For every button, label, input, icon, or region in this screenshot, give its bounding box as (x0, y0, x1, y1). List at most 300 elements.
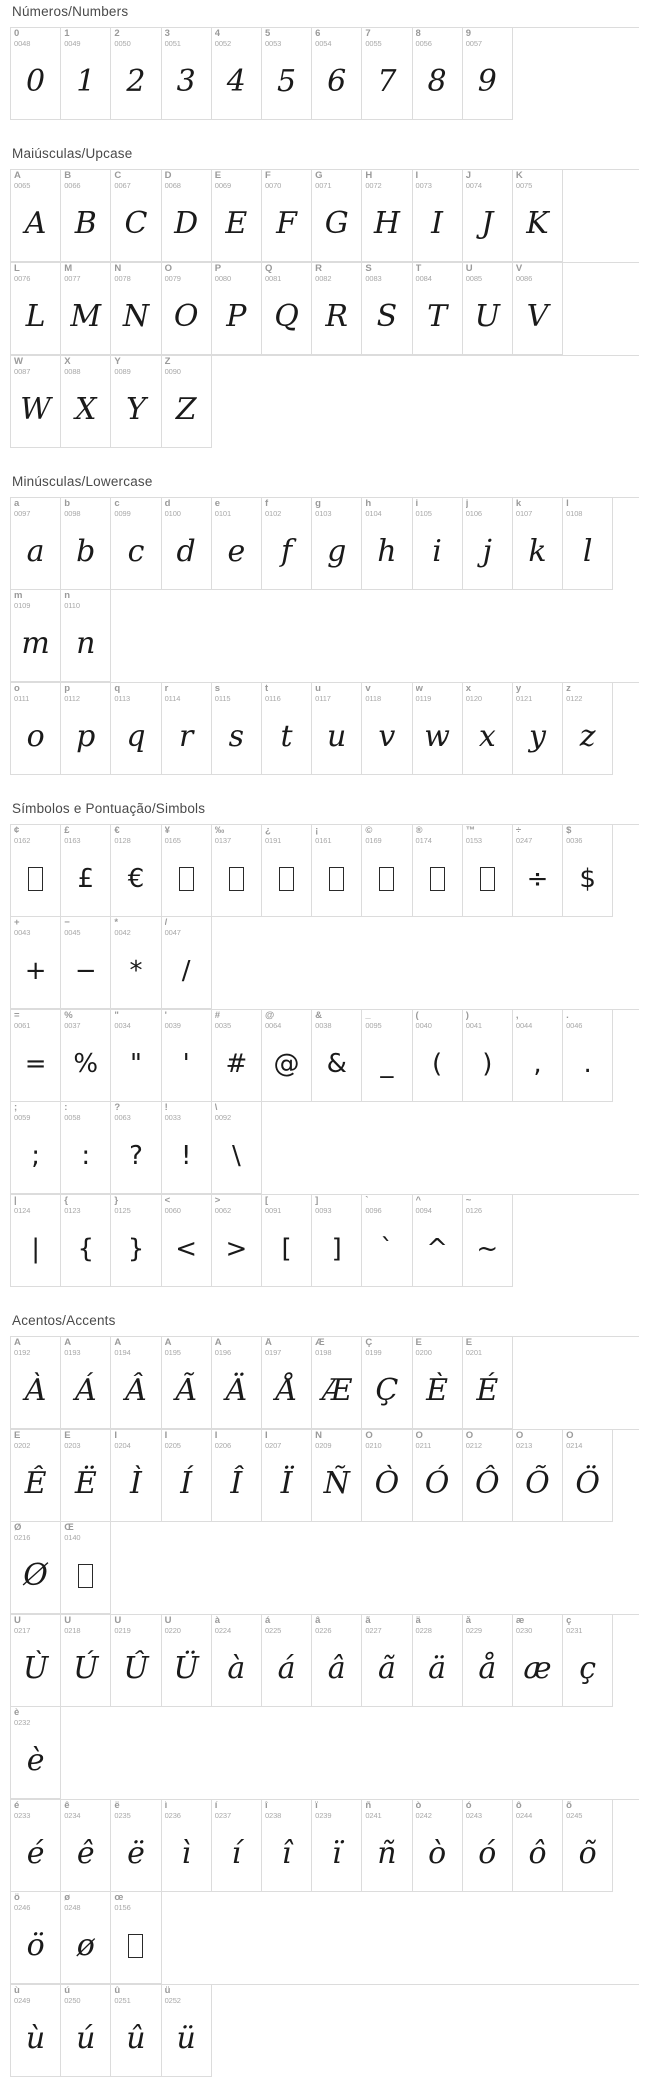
glyph-char-label: Î (214, 1431, 218, 1441)
glyph-cell[interactable] (513, 1800, 563, 1892)
glyph-cell[interactable] (162, 1430, 212, 1522)
glyph-cell[interactable] (413, 498, 463, 590)
glyph-char-label: ô (515, 1801, 522, 1811)
glyph-unicode-code: 0069 (214, 181, 232, 190)
glyph-cell[interactable] (162, 1195, 212, 1287)
glyph-cell[interactable] (111, 28, 161, 120)
glyph-cell[interactable] (11, 1010, 61, 1102)
glyph-cell[interactable] (162, 1010, 212, 1102)
glyph-row (10, 497, 639, 682)
glyph-header (463, 263, 512, 286)
glyph-header (262, 28, 311, 51)
glyph-cell[interactable] (61, 356, 111, 448)
glyph-cell[interactable] (162, 28, 212, 120)
missing-glyph-icon (78, 1564, 93, 1588)
glyph-preview: 6 (327, 64, 347, 99)
glyph-cell[interactable] (312, 1430, 362, 1522)
glyph-char-label: J (465, 171, 471, 181)
glyph-cell[interactable] (413, 1010, 463, 1102)
glyph-char-label: o (14, 684, 20, 694)
glyph-char-label: Ò (365, 1431, 373, 1441)
glyph-header (61, 498, 110, 521)
glyph-cell[interactable] (362, 1615, 412, 1707)
glyph-unicode-code: 0235 (114, 1811, 131, 1820)
glyph-preview: ê (76, 1836, 95, 1871)
glyph-cell[interactable] (61, 1522, 111, 1614)
glyph-cell[interactable] (312, 28, 362, 120)
glyph-cell[interactable] (61, 590, 111, 682)
glyph-cell[interactable] (61, 1102, 111, 1194)
glyph-cell[interactable] (563, 1430, 613, 1522)
glyph-header (61, 1430, 110, 1453)
glyph-preview: q (126, 719, 146, 754)
glyph-char-label: K (515, 171, 523, 181)
glyph-cell[interactable] (212, 1010, 262, 1102)
glyph-unicode-code: 0067 (114, 181, 131, 190)
glyph-cell[interactable] (11, 590, 61, 682)
glyph-unicode-code: 0110 (64, 601, 80, 610)
glyph-unicode-code: 0052 (214, 39, 232, 48)
glyph-char-label: ï (315, 1801, 318, 1811)
section-title: Números/Numbers (12, 4, 129, 19)
glyph-cell[interactable] (61, 825, 111, 917)
glyph-unicode-code: 0242 (415, 1811, 432, 1820)
glyph-header (212, 1430, 261, 1453)
glyph-char-label: ~ (465, 1196, 472, 1206)
glyph-cell[interactable] (111, 683, 161, 775)
glyph-cell[interactable] (513, 498, 563, 590)
glyph-char-label: Ñ (315, 1431, 322, 1441)
glyph-cell[interactable] (362, 683, 412, 775)
glyph-cell[interactable] (413, 1430, 463, 1522)
glyph-cell[interactable] (111, 1892, 161, 1984)
glyph-header (61, 917, 110, 940)
glyph-cell[interactable] (111, 917, 161, 1009)
glyph-cell[interactable] (212, 498, 262, 590)
glyph-preview: û (126, 2021, 146, 2056)
glyph-cell[interactable] (463, 170, 513, 262)
glyph-cell[interactable] (463, 1430, 513, 1522)
glyph-cell[interactable] (563, 1010, 613, 1102)
glyph-char-label: G (315, 171, 323, 181)
glyph-header (111, 1615, 160, 1638)
glyph-cell[interactable] (111, 1985, 161, 2077)
glyph-cell[interactable] (11, 917, 61, 1009)
glyph-cell[interactable] (11, 1430, 61, 1522)
glyph-unicode-code: 0212 (465, 1441, 482, 1450)
glyph-cell[interactable] (262, 683, 312, 775)
glyph-cell[interactable] (111, 825, 161, 917)
glyph-cell[interactable] (413, 28, 463, 120)
glyph-cell[interactable] (563, 825, 613, 917)
glyph-unicode-code: 0153 (465, 836, 482, 845)
glyph-cell[interactable] (11, 1102, 61, 1194)
glyph-cell[interactable] (111, 498, 161, 590)
glyph-char-label: î (264, 1801, 268, 1811)
glyph-header (563, 825, 612, 848)
glyph-cell[interactable] (312, 1800, 362, 1892)
glyph-preview: l (582, 534, 593, 569)
glyph-preview: ö (26, 1928, 45, 1963)
glyph-cell[interactable] (11, 1800, 61, 1892)
glyph-header (111, 683, 160, 706)
glyph-header (11, 825, 60, 848)
glyph-char-label: } (114, 1196, 119, 1206)
glyph-preview: ä (428, 1651, 447, 1686)
glyph-unicode-code: 0076 (14, 274, 31, 283)
glyph-cell[interactable] (262, 28, 312, 120)
glyph-cell[interactable] (413, 1337, 463, 1429)
glyph-cell[interactable] (212, 683, 262, 775)
glyph-cell[interactable] (262, 1615, 312, 1707)
glyph-header (11, 1010, 60, 1033)
glyph-cell[interactable] (413, 1615, 463, 1707)
glyph-cell[interactable] (463, 1800, 513, 1892)
glyph-header (312, 1800, 361, 1823)
glyph-preview (162, 848, 211, 916)
glyph-cell[interactable] (111, 263, 161, 355)
glyph-preview: r (178, 719, 194, 754)
glyph-cell[interactable] (362, 498, 412, 590)
section-title: Minúsculas/Lowercase (12, 474, 153, 489)
glyph-cell[interactable] (563, 1615, 613, 1707)
glyph-unicode-code: 0219 (114, 1626, 131, 1635)
glyph-cell[interactable] (262, 825, 312, 917)
glyph-preview: í (231, 1836, 242, 1871)
glyph-char-label: Â (114, 1338, 122, 1348)
glyph-cell[interactable] (463, 498, 513, 590)
glyph-char-label: j (465, 499, 469, 509)
glyph-preview: j (482, 534, 492, 569)
glyph-preview: 2 (126, 64, 146, 99)
glyph-char-label: r (164, 684, 169, 694)
glyph-char-label: í (214, 1801, 218, 1811)
glyph-cell[interactable] (11, 498, 61, 590)
glyph-preview: S (376, 299, 398, 334)
glyph-section (0, 120, 661, 448)
glyph-char-label: ã (365, 1616, 371, 1626)
glyph-char-label: Ï (264, 1431, 268, 1441)
glyph-preview: @ (273, 1049, 300, 1079)
glyph-cell[interactable] (212, 1800, 262, 1892)
glyph-unicode-code: 0078 (114, 274, 131, 283)
glyph-cell[interactable] (513, 825, 563, 917)
glyph-header (111, 1800, 160, 1823)
glyph-char-label: I (415, 171, 419, 181)
glyph-unicode-code: 0051 (164, 39, 181, 48)
glyph-preview: ~ (476, 1234, 499, 1264)
glyph-cell[interactable] (413, 263, 463, 355)
glyph-header (413, 1800, 462, 1823)
glyph-cell[interactable] (513, 1010, 563, 1102)
glyph-cell[interactable] (11, 1615, 61, 1707)
glyph-cell[interactable] (11, 28, 61, 120)
glyph-row (10, 1009, 639, 1194)
glyph-cell[interactable] (61, 1337, 111, 1429)
glyph-header (312, 1430, 361, 1453)
glyph-header (262, 1195, 311, 1218)
glyph-preview: M (70, 299, 102, 334)
glyph-cell[interactable] (362, 263, 412, 355)
glyph-cell[interactable] (212, 1430, 262, 1522)
glyph-char-label: Í (164, 1431, 168, 1441)
glyph-cell[interactable] (362, 1430, 412, 1522)
glyph-preview: N (122, 299, 150, 334)
glyph-cell[interactable] (362, 170, 412, 262)
glyph-unicode-code: 0088 (64, 367, 81, 376)
glyph-preview: = (24, 1049, 47, 1079)
glyph-unicode-code: 0038 (315, 1021, 332, 1030)
glyph-cell[interactable] (61, 1985, 111, 2077)
glyph-char-label: ì (164, 1801, 168, 1811)
glyph-unicode-code: 0105 (415, 509, 432, 518)
glyph-unicode-code: 0238 (264, 1811, 282, 1820)
glyph-char-label: D (164, 171, 172, 181)
glyph-cell[interactable] (312, 683, 362, 775)
glyph-cell[interactable] (262, 1800, 312, 1892)
glyph-cell[interactable] (362, 1195, 412, 1287)
glyph-unicode-code: 0236 (164, 1811, 181, 1820)
glyph-cell[interactable] (162, 1985, 212, 2077)
glyph-cell[interactable] (563, 498, 613, 590)
glyph-cell[interactable] (362, 28, 412, 120)
glyph-cell[interactable] (413, 1800, 463, 1892)
glyph-cell[interactable] (212, 1195, 262, 1287)
glyph-unicode-code: 0073 (415, 181, 432, 190)
glyph-cell[interactable] (61, 1010, 111, 1102)
glyph-preview: i (432, 534, 442, 569)
glyph-header (111, 1430, 160, 1453)
glyph-cell[interactable] (212, 28, 262, 120)
glyph-unicode-code: 0165 (164, 836, 181, 845)
glyph-cell[interactable] (212, 263, 262, 355)
glyph-row (10, 1984, 639, 2077)
glyph-cell[interactable] (11, 1337, 61, 1429)
glyph-unicode-code: 0199 (365, 1348, 382, 1357)
glyph-char-label: Ó (415, 1431, 423, 1441)
glyph-unicode-code: 0083 (365, 274, 382, 283)
glyph-cell[interactable] (262, 1337, 312, 1429)
glyph-cell[interactable] (312, 1337, 362, 1429)
glyph-unicode-code: 0060 (164, 1206, 181, 1215)
glyph-preview (61, 1545, 110, 1613)
glyph-cell[interactable] (11, 170, 61, 262)
glyph-unicode-code: 0041 (465, 1021, 482, 1030)
glyph-cell[interactable] (162, 1615, 212, 1707)
glyph-cell[interactable] (463, 825, 513, 917)
glyph-char-label: á (264, 1616, 271, 1626)
glyph-char-label: , (515, 1011, 519, 1021)
glyph-cell[interactable] (262, 1195, 312, 1287)
glyph-cell[interactable] (413, 1195, 463, 1287)
glyph-unicode-code: 0117 (315, 694, 331, 703)
glyph-cell[interactable] (513, 683, 563, 775)
glyph-char-label: Å (264, 1338, 272, 1348)
glyph-cell[interactable] (513, 1615, 563, 1707)
glyph-cell[interactable] (162, 170, 212, 262)
glyph-cell[interactable] (11, 1522, 61, 1614)
missing-glyph-icon (480, 867, 495, 891)
glyph-unicode-code: 0205 (164, 1441, 181, 1450)
glyph-cell[interactable] (162, 1337, 212, 1429)
glyph-header (11, 1707, 60, 1730)
glyph-cell[interactable] (162, 917, 212, 1009)
glyph-cell[interactable] (61, 498, 111, 590)
glyph-cell[interactable] (463, 1195, 513, 1287)
glyph-cell[interactable] (111, 1102, 161, 1194)
glyph-cell[interactable] (162, 498, 212, 590)
glyph-preview: _ (380, 1049, 394, 1079)
glyph-cell[interactable] (11, 356, 61, 448)
glyph-cell[interactable] (262, 1010, 312, 1102)
glyph-cell[interactable] (413, 825, 463, 917)
glyph-unicode-code: 0156 (114, 1903, 131, 1912)
glyph-preview: s (228, 719, 245, 754)
glyph-char-label: z (566, 684, 571, 694)
glyph-cell[interactable] (362, 825, 412, 917)
glyph-cell[interactable] (162, 1102, 212, 1194)
glyph-preview: X (75, 392, 97, 427)
glyph-unicode-code: 0037 (64, 1021, 81, 1030)
glyph-cell[interactable] (362, 1337, 412, 1429)
glyph-unicode-code: 0121 (515, 694, 533, 703)
glyph-cell[interactable] (111, 1615, 161, 1707)
glyph-preview (262, 848, 311, 916)
glyph-cell[interactable] (262, 263, 312, 355)
glyph-cell[interactable] (11, 683, 61, 775)
glyph-cell[interactable] (162, 683, 212, 775)
glyph-cell[interactable] (413, 170, 463, 262)
glyph-header (111, 1892, 160, 1915)
glyph-preview: $ (579, 864, 596, 894)
glyph-cell[interactable] (61, 1892, 111, 1984)
glyph-cell[interactable] (61, 683, 111, 775)
glyph-cell[interactable] (111, 1195, 161, 1287)
glyph-cell[interactable] (312, 170, 362, 262)
glyph-preview: Ë (74, 1466, 97, 1501)
glyph-cell[interactable] (262, 498, 312, 590)
glyph-cell[interactable] (513, 263, 563, 355)
glyph-cell[interactable] (61, 1800, 111, 1892)
glyph-cell[interactable] (463, 1337, 513, 1429)
glyph-cell[interactable] (111, 1800, 161, 1892)
glyph-unicode-code: 0220 (164, 1626, 181, 1635)
glyph-cell[interactable] (212, 1102, 262, 1194)
glyph-cell[interactable] (463, 263, 513, 355)
glyph-cell[interactable] (111, 1430, 161, 1522)
glyph-header (111, 825, 160, 848)
glyph-cell[interactable] (513, 1430, 563, 1522)
glyph-cell[interactable] (463, 28, 513, 120)
glyph-unicode-code: 0070 (264, 181, 282, 190)
glyph-cell[interactable] (111, 1010, 161, 1102)
glyph-cell[interactable] (11, 1707, 61, 1799)
glyph-header (162, 683, 211, 706)
glyph-cell[interactable] (61, 1195, 111, 1287)
glyph-cell[interactable] (463, 1615, 513, 1707)
glyph-cell[interactable] (513, 170, 563, 262)
glyph-cell[interactable] (312, 1195, 362, 1287)
glyph-cell[interactable] (162, 356, 212, 448)
glyph-unicode-code: 0049 (64, 39, 81, 48)
glyph-cell[interactable] (463, 1010, 513, 1102)
glyph-preview: o (26, 719, 45, 754)
glyph-preview: Ú (73, 1651, 99, 1686)
glyph-cell[interactable] (11, 263, 61, 355)
glyph-cell[interactable] (162, 825, 212, 917)
glyph-cell[interactable] (312, 1010, 362, 1102)
glyph-unicode-code: 0202 (14, 1441, 31, 1450)
glyph-cell[interactable] (362, 1800, 412, 1892)
glyph-cell[interactable] (262, 1430, 312, 1522)
glyph-cell[interactable] (212, 825, 262, 917)
glyph-preview: z (579, 719, 596, 754)
glyph-preview: à (227, 1651, 246, 1686)
glyph-cell[interactable] (111, 170, 161, 262)
glyph-cell[interactable] (61, 170, 111, 262)
glyph-unicode-code: 0214 (566, 1441, 583, 1450)
glyph-cell[interactable] (162, 263, 212, 355)
glyph-unicode-code: 0249 (14, 1996, 31, 2005)
glyph-char-label: C (114, 171, 122, 181)
glyph-cell[interactable] (61, 917, 111, 1009)
glyph-cell[interactable] (312, 498, 362, 590)
glyph-cell[interactable] (61, 1615, 111, 1707)
glyph-header (61, 28, 110, 51)
glyph-cell[interactable] (61, 263, 111, 355)
glyph-cell[interactable] (312, 1615, 362, 1707)
glyph-char-label: [ (264, 1196, 269, 1206)
glyph-preview: A (24, 206, 47, 241)
glyph-cell[interactable] (11, 1892, 61, 1984)
glyph-cell[interactable] (212, 1615, 262, 1707)
glyph-preview: Ã (175, 1373, 197, 1408)
glyph-cell[interactable] (212, 1337, 262, 1429)
glyph-cell[interactable] (312, 825, 362, 917)
glyph-cell[interactable] (413, 683, 463, 775)
glyph-char-label: Ø (14, 1523, 22, 1533)
glyph-cell[interactable] (111, 356, 161, 448)
glyph-cell[interactable] (262, 170, 312, 262)
glyph-cell[interactable] (312, 263, 362, 355)
glyph-preview (111, 1915, 160, 1983)
glyph-cell[interactable] (111, 1337, 161, 1429)
glyph-unicode-code: 0225 (264, 1626, 282, 1635)
glyph-cell[interactable] (212, 170, 262, 262)
glyph-preview: % (73, 1049, 99, 1079)
glyph-cell[interactable] (61, 1430, 111, 1522)
glyph-char-label: y (515, 684, 522, 694)
glyph-cell[interactable] (11, 825, 61, 917)
glyph-cell[interactable] (563, 683, 613, 775)
glyph-char-label: a (14, 499, 20, 509)
glyph-char-label: : (64, 1103, 68, 1113)
glyph-cell[interactable] (563, 1800, 613, 1892)
glyph-header (11, 1337, 60, 1360)
glyph-cell[interactable] (362, 1010, 412, 1102)
glyph-cell[interactable] (61, 28, 111, 120)
glyph-header (362, 1010, 411, 1033)
glyph-unicode-code: 0123 (64, 1206, 81, 1215)
glyph-char-label: Œ (64, 1523, 74, 1533)
glyph-char-label: t (264, 684, 269, 694)
glyph-cell[interactable] (11, 1195, 61, 1287)
glyph-cell[interactable] (11, 1985, 61, 2077)
glyph-char-label: ? (114, 1103, 121, 1113)
glyph-row (10, 169, 639, 262)
glyph-cell[interactable] (162, 1800, 212, 1892)
glyph-cell[interactable] (463, 683, 513, 775)
